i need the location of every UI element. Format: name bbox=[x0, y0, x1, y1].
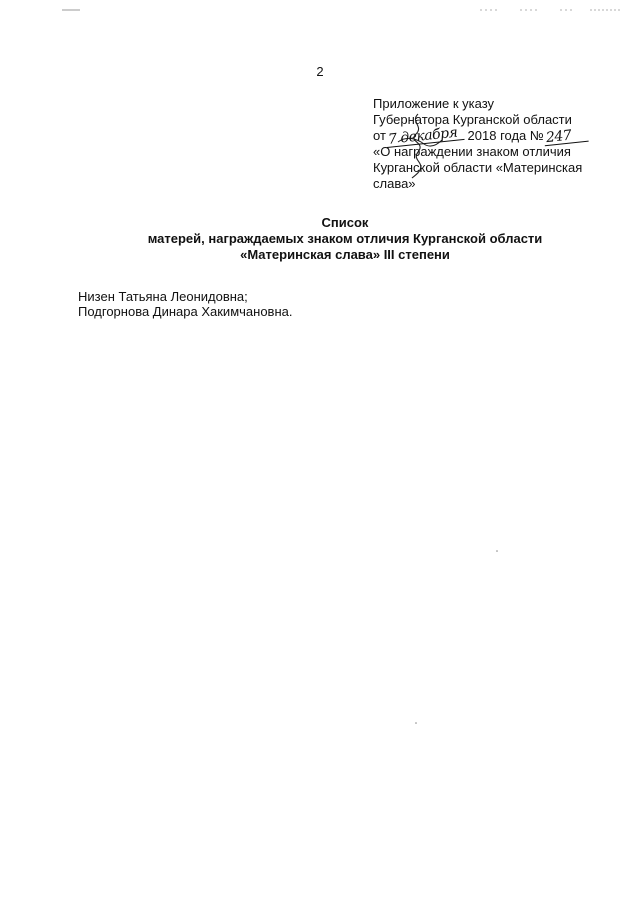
appendix-header bbox=[373, 96, 623, 192]
appendix-date-line bbox=[373, 124, 623, 148]
title-line-2: матерей, награждаемых знаком отличия Курганской области bbox=[147, 231, 543, 246]
date-prefix: от bbox=[373, 128, 386, 143]
year-text: 2018 года № bbox=[467, 128, 544, 143]
appendix-line-4: «О награждении знаком отличия bbox=[373, 144, 571, 159]
recipient-item: Подгорнова Динара Хакимчановна. bbox=[78, 304, 293, 319]
appendix-line-2: Губернатора Курганской области bbox=[373, 112, 572, 127]
appendix-line-6: слава» bbox=[373, 176, 416, 191]
recipient-list bbox=[78, 289, 292, 319]
recipient-item: Низен Татьяна Леонидовна; bbox=[78, 289, 248, 304]
title-line-3: «Материнская слава» III степени bbox=[240, 247, 450, 262]
page-number: 2 bbox=[316, 64, 324, 79]
handwritten-date: 7 декабря bbox=[385, 125, 464, 148]
document-title bbox=[0, 215, 640, 263]
appendix-line-5: Курганской области «Материнская bbox=[373, 160, 583, 175]
handwritten-number: 247 bbox=[543, 127, 588, 147]
title-line-1: Список bbox=[321, 215, 369, 230]
appendix-line-1: Приложение к указу bbox=[373, 96, 495, 111]
